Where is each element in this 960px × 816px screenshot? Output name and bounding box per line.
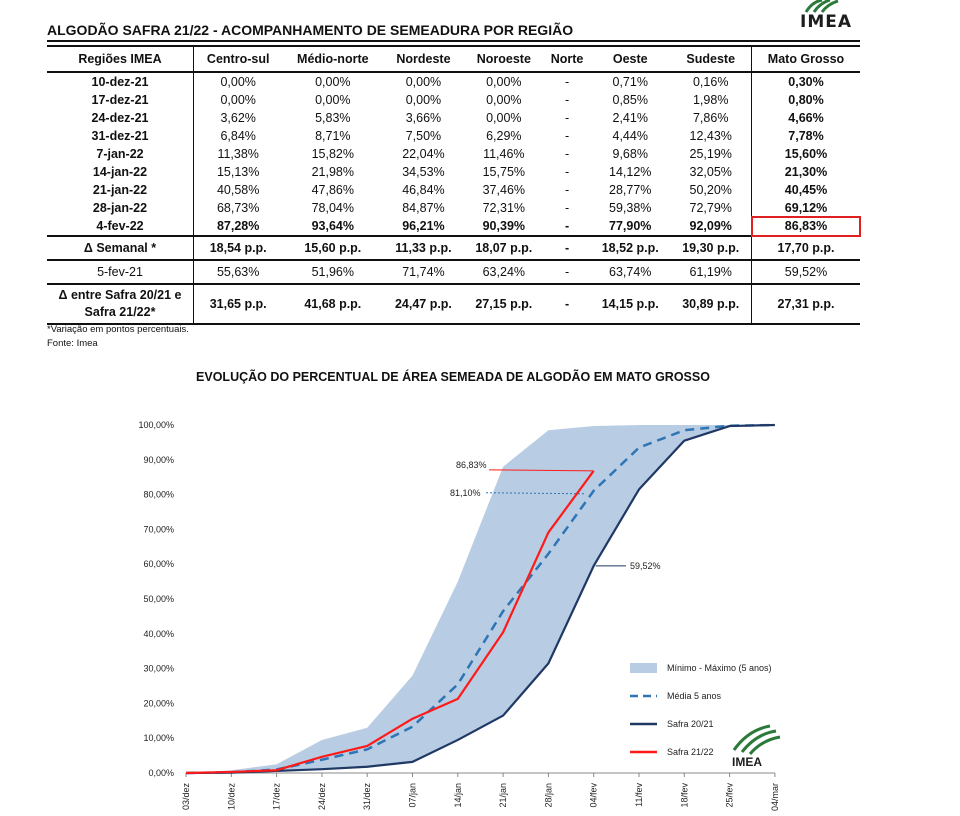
col-header-sudeste: Sudeste xyxy=(670,46,751,72)
table-cell: 15,13% xyxy=(216,165,260,179)
x-tick-label: 28/jan xyxy=(543,783,554,808)
table-cell: - xyxy=(564,93,570,107)
legend-label: Mínimo - Máximo (5 anos) xyxy=(667,663,772,673)
table-cell: 0,00% xyxy=(405,75,442,89)
x-tick-label: 24/dez xyxy=(316,783,327,811)
x-tick-label: 31/dez xyxy=(362,783,373,811)
table-cell: 21,98% xyxy=(311,165,354,179)
notes xyxy=(47,323,189,351)
previous-season-row xyxy=(47,260,860,284)
x-tick-label: 17/dez xyxy=(271,783,282,811)
table-cell: 0,00% xyxy=(315,75,351,89)
table-row xyxy=(47,217,860,236)
legend-label: Safra 20/21 xyxy=(667,719,714,729)
table-cell: 61,19% xyxy=(670,260,751,284)
y-tick-label: 0,00% xyxy=(148,768,174,778)
x-tick-label: 14/jan xyxy=(452,783,463,808)
table-cell: 0,71% xyxy=(612,75,648,89)
row-label: 7-jan-22 xyxy=(47,145,194,163)
table-header-row xyxy=(47,46,860,72)
table-cell: 3,66% xyxy=(405,111,442,125)
table-cell: 71,74% xyxy=(402,265,445,279)
table-cell: - xyxy=(564,265,570,279)
table-row xyxy=(47,145,860,163)
table-cell: 6,29% xyxy=(486,129,522,143)
table-cell: 69,12% xyxy=(784,201,828,215)
table-cell: 47,86% xyxy=(311,183,354,197)
table-cell: - xyxy=(564,75,570,89)
annotation-label: 81,10% xyxy=(450,487,481,498)
title-rule xyxy=(47,40,860,42)
table-cell: 31,65 p.p. xyxy=(194,284,283,324)
row-label: 10-dez-21 xyxy=(47,72,194,91)
table-cell: 78,04% xyxy=(311,201,354,215)
table-row xyxy=(47,91,860,109)
table-cell: 0,00% xyxy=(486,93,522,107)
table-cell: 46,84% xyxy=(402,183,445,197)
table-cell: 7,86% xyxy=(670,109,751,127)
table-cell: 40,45% xyxy=(784,183,828,197)
table-cell: - xyxy=(544,284,590,324)
table-cell: 3,62% xyxy=(220,111,256,125)
x-tick-label: 10/dez xyxy=(226,783,237,811)
table-cell: 19,30 p.p. xyxy=(670,236,751,260)
col-header-regions: Regiões IMEA xyxy=(47,46,194,72)
y-tick-label: 20,00% xyxy=(143,698,174,709)
table-cell: 14,15 p.p. xyxy=(590,284,670,324)
table-cell: 34,53% xyxy=(402,165,445,179)
table-cell: 59,38% xyxy=(609,201,652,215)
page-title: ALGODÃO SAFRA 21/22 - ACOMPANHAMENTO DE SEMEADURA POR REGIÃO xyxy=(47,22,574,38)
table-cell: 17,70 p.p. xyxy=(752,236,861,260)
x-tick-label: 04/mar xyxy=(769,783,780,812)
weekly-change-row xyxy=(47,236,860,260)
y-tick-label: 50,00% xyxy=(143,594,174,604)
table-cell: 7,50% xyxy=(405,129,442,143)
table-cell: 92,09% xyxy=(670,217,751,236)
table-cell: 4,66% xyxy=(788,111,824,125)
table-cell: 15,60% xyxy=(784,147,828,161)
table-cell: 27,15 p.p. xyxy=(464,284,544,324)
table-cell: 55,63% xyxy=(216,265,260,279)
table-cell: 0,30% xyxy=(788,75,824,89)
table-cell: 14,12% xyxy=(609,165,652,179)
table-cell: 18,52 p.p. xyxy=(590,236,670,260)
row-label: 21-jan-22 xyxy=(47,181,194,199)
y-tick-label: 10,00% xyxy=(143,733,174,744)
chart-title: EVOLUÇÃO DO PERCENTUAL DE ÁREA SEMEADA DE ALGODÃO EM MATO GROSSO xyxy=(196,370,710,384)
table-row xyxy=(47,72,860,91)
table-cell: 0,80% xyxy=(788,93,824,107)
table-cell: - xyxy=(564,111,570,125)
x-tick-label: 25/fev xyxy=(724,783,735,808)
table-cell: 72,79% xyxy=(670,199,751,217)
table-cell: 7,78% xyxy=(788,129,824,143)
table-cell: 27,31 p.p. xyxy=(752,284,861,324)
imea-chart-logo-text: IMEA xyxy=(732,755,762,769)
y-tick-label: 40,00% xyxy=(143,628,174,639)
legend-label: Média 5 anos xyxy=(667,691,722,701)
table-cell: 0,00% xyxy=(486,75,522,89)
delta-label-line1: Δ entre Safra 20/21 e xyxy=(58,288,182,302)
table-cell: 0,00% xyxy=(220,75,256,89)
row-label: 5-fev-21 xyxy=(47,260,194,284)
table-cell: 0,00% xyxy=(486,111,522,125)
table-cell: 12,43% xyxy=(670,127,751,145)
x-tick-label: 03/dez xyxy=(181,783,191,811)
row-label: 28-jan-22 xyxy=(47,199,194,217)
table-cell: 22,04% xyxy=(402,147,445,161)
sowing-chart xyxy=(0,400,906,816)
table-row xyxy=(47,109,860,127)
annotation-label: 86,83% xyxy=(456,459,487,470)
table-cell: - xyxy=(564,219,570,233)
x-tick-label: 07/jan xyxy=(407,783,418,808)
table-cell: 84,87% xyxy=(402,201,445,215)
y-tick-label: 90,00% xyxy=(143,454,174,465)
table-cell: 32,05% xyxy=(670,163,751,181)
table-cell: - xyxy=(564,147,570,161)
table-cell: 30,89 p.p. xyxy=(670,284,751,324)
table-cell: 59,52% xyxy=(784,265,828,279)
legend-label: Safra 21/22 xyxy=(667,747,714,757)
table-cell: 68,73% xyxy=(216,201,260,215)
y-tick-label: 70,00% xyxy=(143,524,174,535)
table-cell: 8,71% xyxy=(315,129,351,143)
table-cell: 63,74% xyxy=(609,265,652,279)
table-row xyxy=(47,199,860,217)
x-tick-label: 04/fev xyxy=(588,783,599,808)
table-cell: 0,00% xyxy=(315,93,351,107)
col-header-nordeste: Nordeste xyxy=(383,46,463,72)
annotation-label: 59,52% xyxy=(630,560,661,571)
table-cell: - xyxy=(564,183,570,197)
legend-swatch-band xyxy=(630,663,657,673)
table-cell: 24,47 p.p. xyxy=(383,284,463,324)
x-tick-label: 11/fev xyxy=(634,783,644,807)
table-cell: 0,16% xyxy=(670,72,751,91)
row-label: 4-fev-22 xyxy=(47,217,194,236)
table-cell: 21,30% xyxy=(784,165,828,179)
season-delta-row xyxy=(47,284,860,324)
table-cell: 40,58% xyxy=(216,183,260,197)
col-header-norte: Norte xyxy=(544,46,590,72)
table-cell: 11,33 p.p. xyxy=(383,236,463,260)
delta-label-line2: Safra 21/22* xyxy=(84,305,156,319)
table-cell: 15,60 p.p. xyxy=(282,236,383,260)
table-cell: - xyxy=(544,236,590,260)
row-label: 14-jan-22 xyxy=(47,163,194,181)
table-cell: 15,82% xyxy=(311,147,354,161)
table-cell: - xyxy=(564,129,570,143)
footnote: *Variação em pontos percentuais. xyxy=(47,324,189,335)
y-tick-label: 60,00% xyxy=(143,559,174,570)
table-cell: 0,00% xyxy=(405,93,442,107)
table-cell: 86,83% xyxy=(752,217,861,236)
table-cell: 63,24% xyxy=(482,265,526,279)
table-row xyxy=(47,127,860,145)
y-tick-label: 30,00% xyxy=(143,663,174,674)
col-header-mato-grosso: Mato Grosso xyxy=(752,46,861,72)
table-cell: 87,28% xyxy=(216,219,260,233)
table-cell: 77,90% xyxy=(609,219,652,233)
table-row xyxy=(47,163,860,181)
table-cell: 11,38% xyxy=(217,147,259,161)
table-cell: 1,98% xyxy=(670,91,751,109)
table-row xyxy=(47,181,860,199)
source: Fonte: Imea xyxy=(47,338,98,349)
table-cell: 4,44% xyxy=(612,129,648,143)
table-cell: 0,85% xyxy=(612,93,648,107)
table-cell: 11,46% xyxy=(483,147,525,161)
col-header-centro-sul: Centro-sul xyxy=(194,46,283,72)
x-tick-label: 18/fev xyxy=(679,783,690,808)
table-cell: 5,83% xyxy=(315,111,351,125)
table-cell: 93,64% xyxy=(311,219,354,233)
table-cell: 90,39% xyxy=(482,219,526,233)
y-tick-label: 100,00% xyxy=(138,420,174,430)
col-header-noroeste: Noroeste xyxy=(464,46,544,72)
imea-chart-logo-icon xyxy=(734,726,780,754)
table-cell: 25,19% xyxy=(670,145,751,163)
col-header-medio-norte: Médio-norte xyxy=(282,46,383,72)
row-label: 31-dez-21 xyxy=(47,127,194,145)
y-tick-label: 80,00% xyxy=(143,489,174,500)
row-label: 24-dez-21 xyxy=(47,109,194,127)
table-cell: - xyxy=(564,165,570,179)
table-cell: 2,41% xyxy=(612,111,648,125)
col-header-oeste: Oeste xyxy=(590,46,670,72)
logo-text: IMEA xyxy=(800,12,853,32)
table-cell: 9,68% xyxy=(612,147,648,161)
table-cell: - xyxy=(564,201,570,215)
table-cell: 18,54 p.p. xyxy=(194,236,283,260)
row-label: 17-dez-21 xyxy=(47,91,194,109)
table-cell: 6,84% xyxy=(220,129,256,143)
row-label: Δ Semanal * xyxy=(47,236,194,260)
sowing-table xyxy=(47,45,860,325)
table-cell: 72,31% xyxy=(482,201,526,215)
table-cell: 37,46% xyxy=(482,183,526,197)
row-label xyxy=(47,284,194,324)
table-cell: 50,20% xyxy=(670,181,751,199)
table-cell: 28,77% xyxy=(609,183,652,197)
x-tick-label: 21/jan xyxy=(498,783,509,808)
table-cell: 96,21% xyxy=(402,219,445,233)
table-cell: 0,00% xyxy=(220,93,256,107)
table-cell: 51,96% xyxy=(311,265,354,279)
table-cell: 18,07 p.p. xyxy=(464,236,544,260)
table-cell: 41,68 p.p. xyxy=(282,284,383,324)
table-cell: 15,75% xyxy=(482,165,526,179)
